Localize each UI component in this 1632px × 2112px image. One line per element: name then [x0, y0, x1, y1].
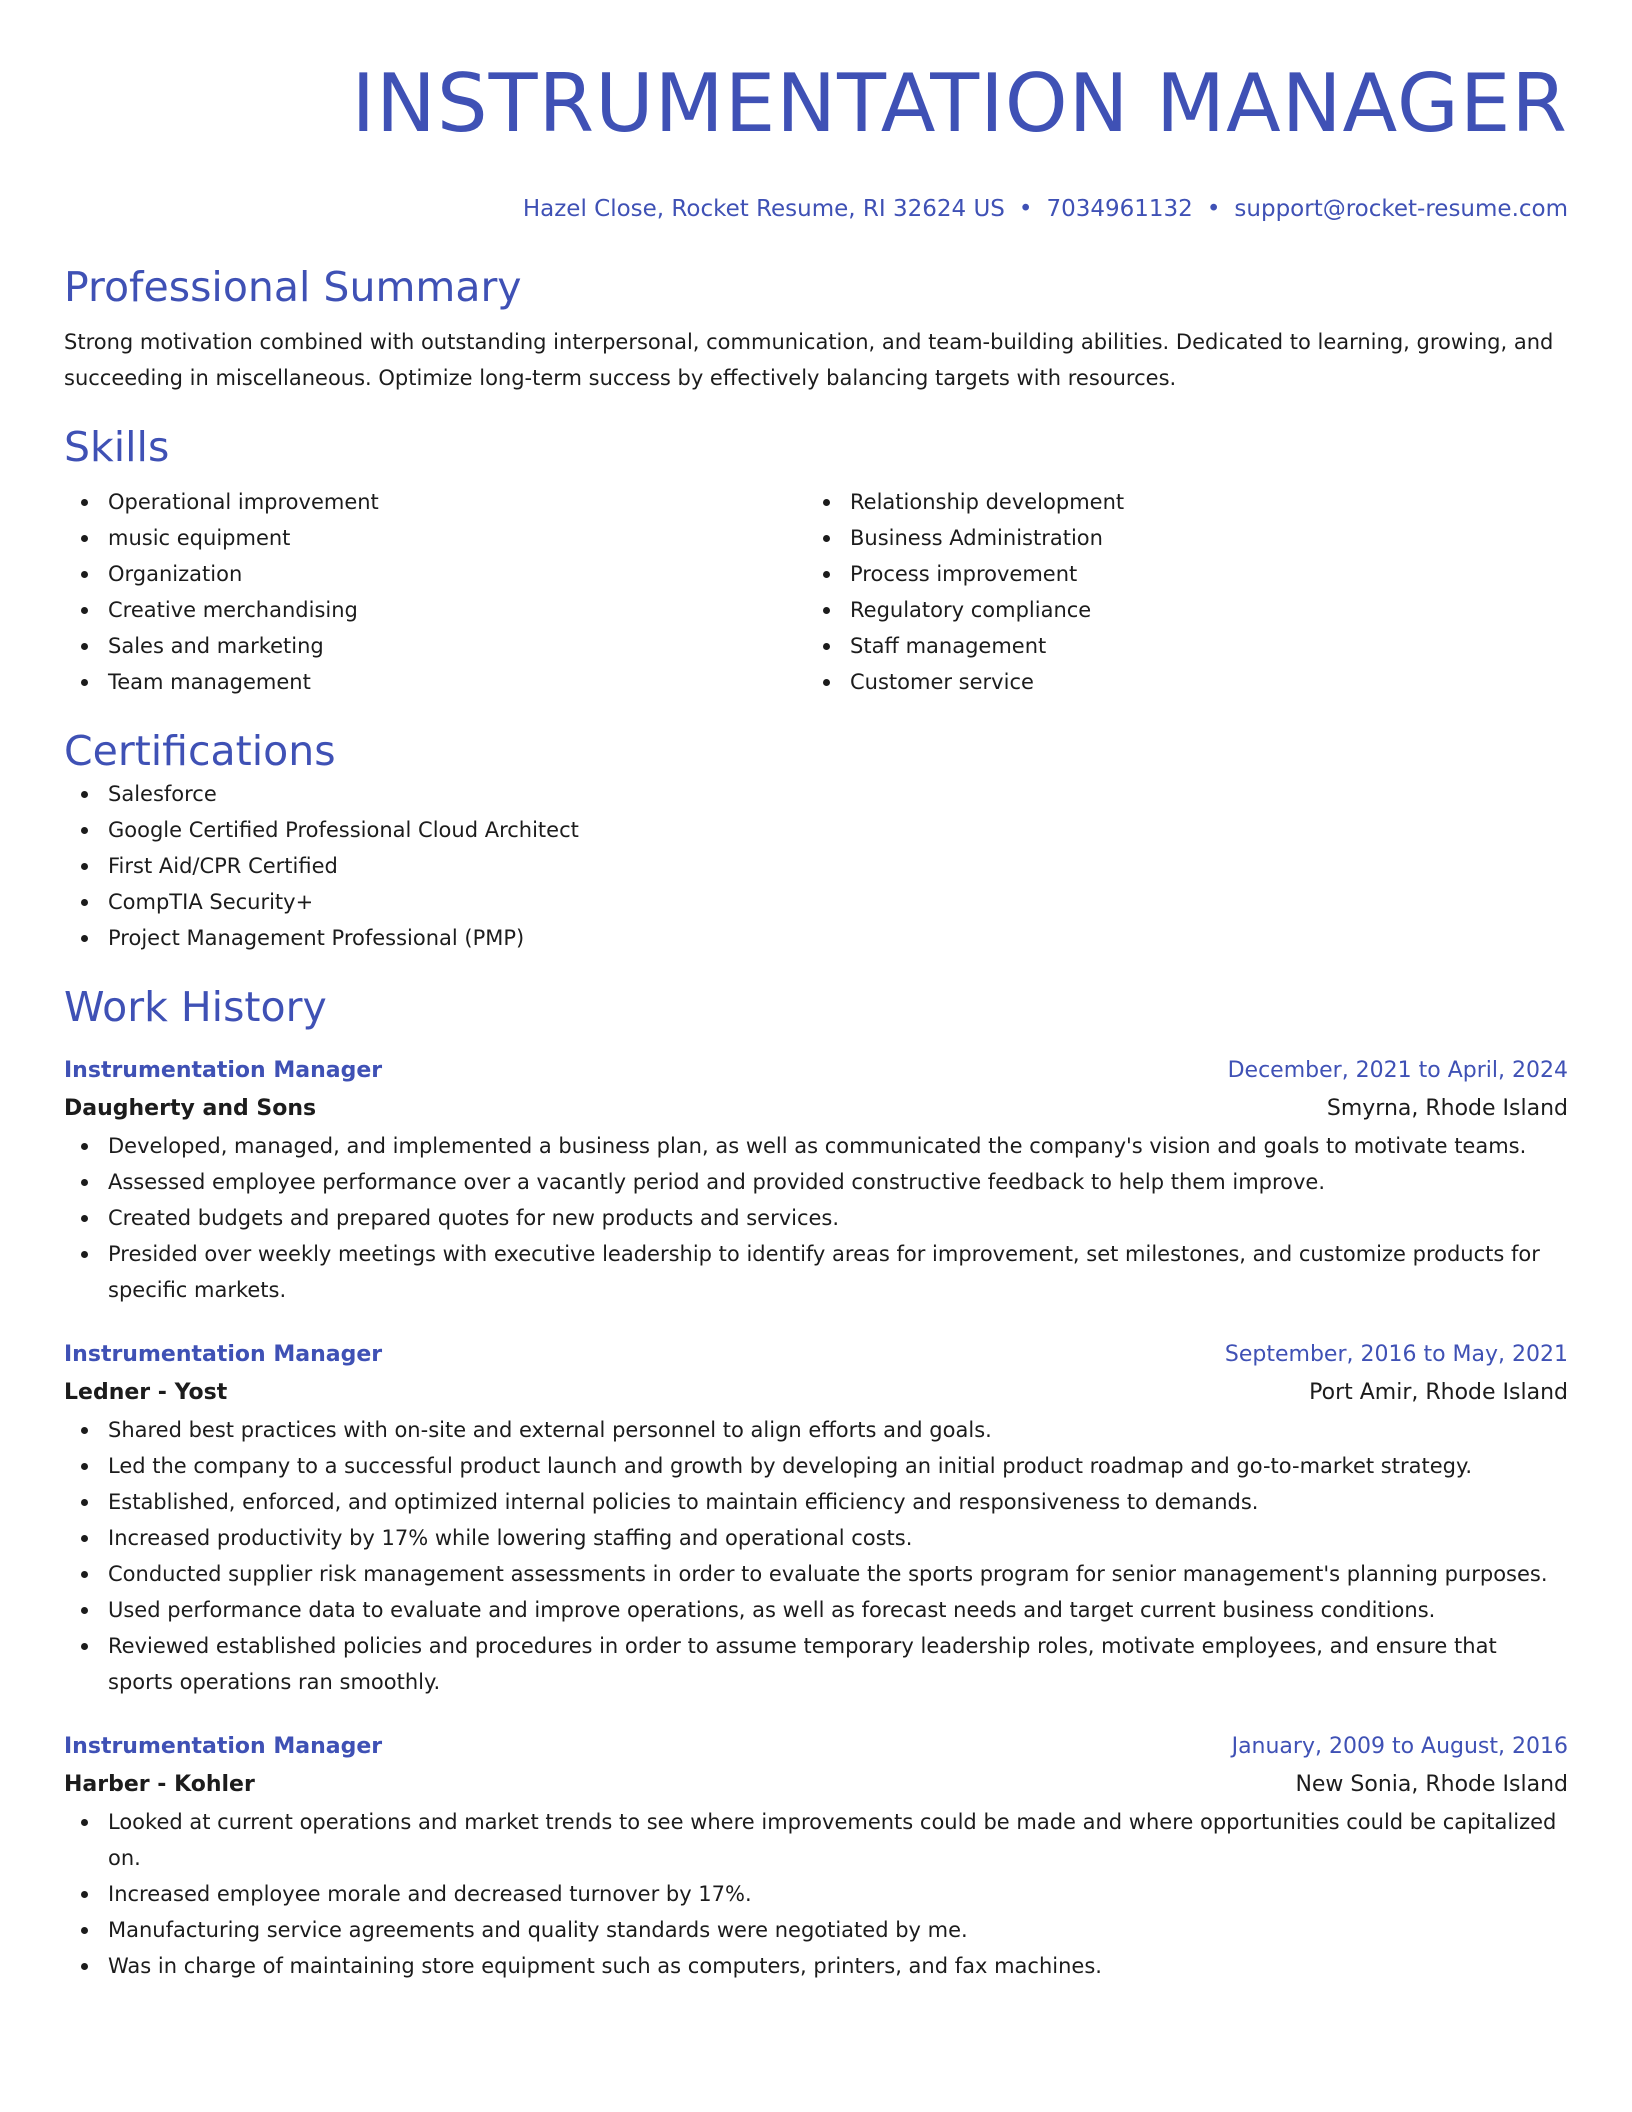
certification-item: First Aid/CPR Certified — [64, 848, 1568, 884]
job-duty-item: Increased productivity by 17% while lowering staffing and operational costs. — [64, 1520, 1568, 1556]
certifications-list — [64, 776, 1568, 956]
work-history-section — [64, 982, 1568, 1984]
summary-heading: Professional Summary — [64, 263, 522, 311]
summary-text: Strong motivation combined with outstanding interpersonal, communication, and team-building abilities. Dedicated to learning, growing, and succeeding in miscellaneous. Optimize long-term success by effectively balancing targets with resources. — [64, 330, 1554, 390]
skills-grid — [64, 484, 1568, 700]
job-duties-list — [64, 1128, 1568, 1308]
skills-column-right — [806, 484, 1548, 700]
job-dates: December, 2021 to April, 2024 — [1227, 1058, 1568, 1083]
skill-item: Team management — [64, 664, 806, 700]
job-title-row — [64, 1052, 1568, 1090]
job-entry — [64, 1052, 1568, 1308]
job-duty-item: Developed, managed, and implemented a business plan, as well as communicated the company's vision and goals to motivate teams. — [64, 1128, 1568, 1164]
summary-section — [64, 262, 1568, 396]
skill-item: Creative merchandising — [64, 592, 806, 628]
job-entry — [64, 1728, 1568, 1984]
job-location: Smyrna, Rhode Island — [1326, 1096, 1568, 1121]
job-duties-list — [64, 1804, 1568, 1984]
job-duty-item: Manufacturing service agreements and quality standards were negotiated by me. — [64, 1912, 1568, 1948]
job-location: Port Amir, Rhode Island — [1309, 1380, 1568, 1405]
job-company: Ledner - Yost — [64, 1380, 228, 1405]
skills-heading: Skills — [64, 423, 170, 471]
job-duty-item: Created budgets and prepared quotes for new products and services. — [64, 1200, 1568, 1236]
job-duty-item: Increased employee morale and decreased turnover by 17%. — [64, 1876, 1568, 1912]
skills-list-left — [64, 484, 806, 700]
job-duty-item: Reviewed established policies and procedures in order to assume temporary leadership roles, motivate employees, and ensure that sports operations ran smoothly. — [64, 1628, 1568, 1700]
contact-separator: • — [1018, 196, 1033, 222]
contact-line — [64, 194, 1568, 224]
certification-item: CompTIA Security+ — [64, 884, 1568, 920]
contact-separator: • — [1206, 196, 1221, 222]
resume-page — [64, 0, 1568, 1984]
job-title: Instrumentation Manager — [64, 1342, 383, 1367]
skill-item: Relationship development — [806, 484, 1548, 520]
skill-item: Operational improvement — [64, 484, 806, 520]
skill-item: Staff management — [806, 628, 1548, 664]
skill-item: Customer service — [806, 664, 1548, 700]
job-dates: September, 2016 to May, 2021 — [1224, 1342, 1568, 1367]
skill-item: Regulatory compliance — [806, 592, 1548, 628]
job-duty-item: Established, enforced, and optimized internal policies to maintain efficiency and responsiveness to demands. — [64, 1484, 1568, 1520]
job-duty-item: Conducted supplier risk management assessments in order to evaluate the sports program for senior management's planning purposes. — [64, 1556, 1568, 1592]
job-company-row — [64, 1374, 1568, 1412]
work-history-heading: Work History — [64, 983, 327, 1031]
certification-item: Salesforce — [64, 776, 1568, 812]
certification-item: Google Certified Professional Cloud Architect — [64, 812, 1568, 848]
job-title-row — [64, 1728, 1568, 1766]
job-duty-item: Looked at current operations and market trends to see where improvements could be made and where opportunities could be capitalized on. — [64, 1804, 1568, 1876]
skills-list-right — [806, 484, 1548, 700]
job-company: Daugherty and Sons — [64, 1096, 317, 1121]
job-title: Instrumentation Manager — [64, 1058, 383, 1083]
skills-section — [64, 422, 1568, 700]
job-duties-list — [64, 1412, 1568, 1700]
skill-item: Organization — [64, 556, 806, 592]
job-company-row — [64, 1766, 1568, 1804]
job-duty-item: Presided over weekly meetings with executive leadership to identify areas for improvement, set milestones, and customize products for specific markets. — [64, 1236, 1568, 1308]
job-location: New Sonia, Rhode Island — [1295, 1772, 1568, 1797]
certification-item: Project Management Professional (PMP) — [64, 920, 1568, 956]
job-title-row — [64, 1336, 1568, 1374]
contact-email[interactable]: support@rocket-resume.com — [1234, 196, 1568, 222]
job-duty-item: Shared best practices with on-site and external personnel to align efforts and goals. — [64, 1412, 1568, 1448]
skill-item: music equipment — [64, 520, 806, 556]
job-company-row — [64, 1090, 1568, 1128]
skill-item: Sales and marketing — [64, 628, 806, 664]
skill-item: Process improvement — [806, 556, 1548, 592]
job-dates: January, 2009 to August, 2016 — [1231, 1734, 1568, 1759]
job-duty-item: Led the company to a successful product launch and growth by developing an initial product roadmap and go-to-market strategy. — [64, 1448, 1568, 1484]
skill-item: Business Administration — [806, 520, 1548, 556]
resume-title: INSTRUMENTATION MANAGER — [351, 57, 1568, 150]
skills-column-left — [64, 484, 806, 700]
certifications-heading: Certifications — [64, 727, 336, 775]
contact-phone: 7034961132 — [1046, 196, 1193, 222]
job-title: Instrumentation Manager — [64, 1734, 383, 1759]
job-entry — [64, 1336, 1568, 1700]
job-duty-item: Used performance data to evaluate and improve operations, as well as forecast needs and target current business conditions. — [64, 1592, 1568, 1628]
job-company: Harber - Kohler — [64, 1772, 255, 1797]
job-duty-item: Was in charge of maintaining store equipment such as computers, printers, and fax machines. — [64, 1948, 1568, 1984]
contact-address: Hazel Close, Rocket Resume, RI 32624 US — [522, 196, 1005, 222]
job-duty-item: Assessed employee performance over a vacantly period and provided constructive feedback to help them improve. — [64, 1164, 1568, 1200]
certifications-section — [64, 726, 1568, 956]
